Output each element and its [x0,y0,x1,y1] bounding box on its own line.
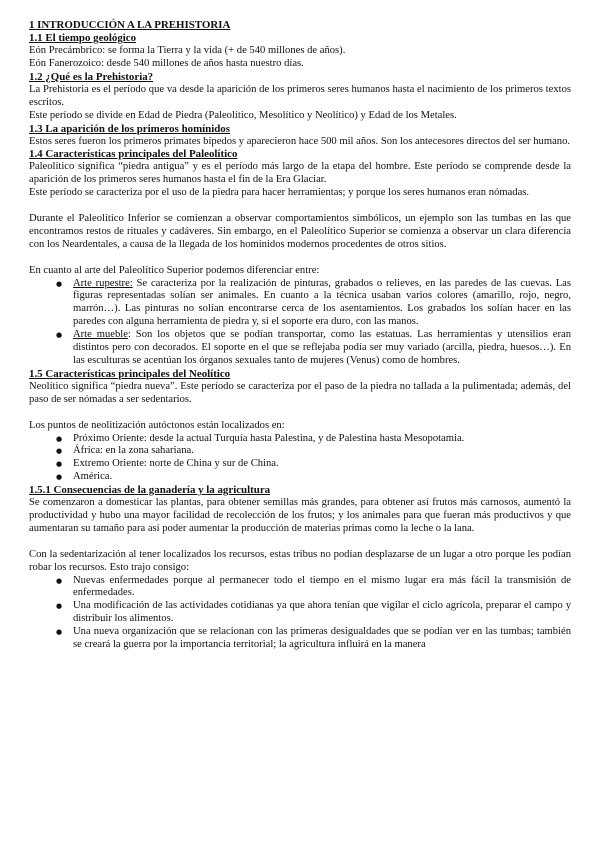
document-title: 1 INTRODUCCIÓN A LA PREHISTORIA [29,19,231,31]
list-item: ● Una nueva organización que se relacionan con las primeras desigualdades que se podían ver en las tumbas; también se creará la guerra por la importancia territorial; la agricultura influirá en la manera [73,626,571,652]
paragraph: Este período se divide en Edad de Piedra (Paleolítico, Mesolítico y Neolítico) y Edad de los Metales. [29,109,457,121]
paragraph: Eón Fanerozoico: desde 540 millones de años hasta nuestro días. [29,57,304,69]
consequences-list [29,575,571,652]
blank-line [29,407,571,420]
list-item: ● Próximo Oriente: desde la actual Turquía hasta Palestina, y de Palestina hasta Mesopotamia. [73,433,571,446]
paragraph: Los puntos de neolitización autóctonos están localizados en: [29,419,285,431]
section-heading-neolithic: 1.5 Características principales del Neolítico [29,367,231,380]
list-item: ● África: en la zona sahariana. [73,445,571,458]
list-item: ● Extremo Oriente: norte de China y sur de China. [73,458,571,471]
paragraph: Con la sedentarización al tener localizados los recursos, estas tribus no podían desplazarse de un lugar a otro porque les podían robar los recursos. Esto trajo consigo: [29,548,571,573]
paragraph: Eón Precámbrico: se forma la Tierra y la vida (+ de 540 millones de años). [29,45,346,56]
section-heading-geologic-time: 1.1 El tiempo geológico [29,32,137,44]
list-item-text: : Son los objetos que se podían transportar, como las estatuas. Las herramientas y utensilios eran distintos pero con decorados. El soporte en el que se reflejaba podía ser muy variado (arcilla, piedra, huesos…). En las esculturas se acentúan los órganos sexuales tanto de mujeres (Venus) como de hombres. [73,329,571,366]
list-item-term: Arte mueble [73,329,128,341]
paragraph: Se comenzaron a domesticar las plantas, para obtener semillas más grandes, para obtener así frutos más carnosos, aumentó la productividad y hubo una mayor facilidad de recolección de los frutos; y los animales para que fueran más productivos y que aumentaran su tamaño para así poder aumentar la producción de materias primas como la leche o la lana. [29,497,571,534]
paragraph: Estos seres fueron los primeros primates bípedos y aparecieron hace 500 mil años. Son los antecesores directos del ser humano. [29,135,571,147]
section-heading-hominids: 1.3 La aparición de los primeros homínidos [29,122,230,135]
list-item: ● Nuevas enfermedades porque al permanecer todo el tiempo en el mismo lugar era más fácil la transmisión de enfermedades. [73,575,571,601]
list-item: ● América. [73,471,571,484]
section-heading-consequences: 1.5.1 Consecuencias de la ganadería y la agricultura [29,484,271,497]
section-heading-what-is-prehistory: 1.2 ¿Qué es la Prehistoria? [29,70,154,83]
paragraph: Este período se caracteriza por el uso de la piedra para hacer herramientas; y porque los seres humanos eran nómadas. [29,187,530,199]
list-item: ● Una modificación de las actividades cotidianas ya que ahora tenían que vigilar el ciclo agrícola, preparar el campo y distribuir los alimentos. [73,600,571,626]
blank-line [29,536,571,549]
paleolithic-art-list [29,278,571,368]
list-item-text: Se caracteriza por la realización de pinturas, grabados o relieves, en las paredes de las cuevas. Las figuras representadas solían ser animales. En cuanto a la técnica usaban varios colores (amarillo, rojo, negro, marrón…). Las pinturas no solían encontrarse cerca de los asentamientos. Los grabados los solían hacer en las paredes con alguna herramienta de piedra y, si el soporte era duro, con las manos. [73,277,571,328]
paragraph: La Prehistoria es el período que va desde la aparición de los primeros seres humanos hasta el nacimiento de los primeros textos escritos. [29,83,571,108]
list-item [73,278,571,330]
list-item-term: Arte rupestre: [73,277,133,289]
blank-line [29,200,571,213]
paragraph: Paleolítico significa “piedra antigua” y es el período más largo de la etapa del hombre. Este período se comprende desde la aparición de los primeros seres humanos hasta el fin de la Era Glaciar. [29,161,571,186]
blank-line [29,252,571,265]
neolithization-list [29,433,571,485]
paragraph: Durante el Paleolítico Inferior se comienzan a observar comportamientos simbólicos, un ejemplo son las tumbas en las que encontramos restos de rituales y cadáveres. Sin embargo, en el Paleolítico Superior se comienza a observar un clara diferencia con los Neardentales, a causa de la llegada de los homínidos modernos procedentes de otros sitios. [29,213,571,250]
section-heading-paleolithic: 1.4 Características principales del Paleolítico [29,148,238,161]
list-item [73,329,571,368]
paragraph: En cuanto al arte del Paleolítico Superior podemos diferenciar entre: [29,264,320,276]
paragraph: Neolítico significa “piedra nueva”. Este período se caracteriza por el paso de la piedra no tallada a la pulimentada; además, del paso de ser nómadas a ser sedentarios. [29,380,571,405]
